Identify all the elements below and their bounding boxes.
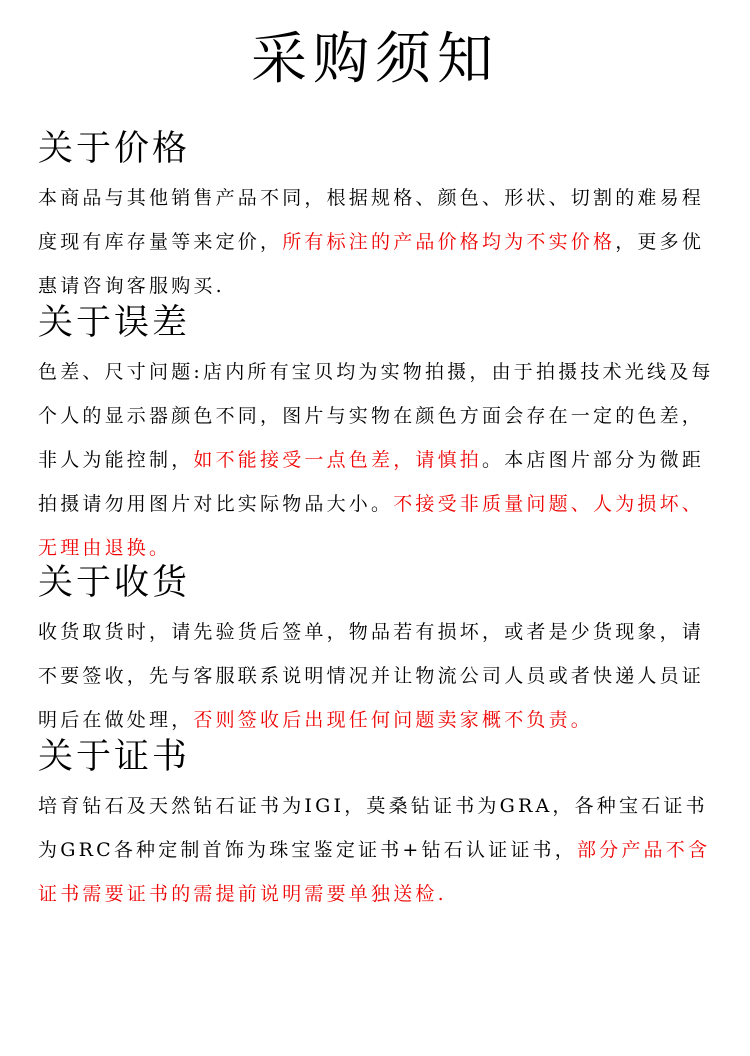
section-heading: 关于证书: [38, 737, 191, 777]
section-certificate: [38, 736, 718, 916]
body-text: 培育钻石及天然钻石证书为IGI，莫桑钻证书为GRA，各种宝石证书为GRC各种定制首饰为珠宝鉴定证书+钻石认证证书，: [38, 795, 708, 861]
highlight-text: 如不能接受一点色差，请慎拍: [193, 449, 483, 471]
body-text: 色差、尺寸问题:店内所有宝贝均为实物拍摄，由于拍摄技术光线及每个人的显示器颜色不同，图片与实物在颜色方面会存在一定的色差，非人为能控制，: [38, 361, 714, 471]
section-receipt: [38, 562, 718, 742]
section-body: [38, 176, 718, 308]
section-heading: 关于误差: [38, 303, 191, 343]
body-text: 。本店图片部分为微距拍摄请勿用图片对比实际物品大小。: [38, 449, 705, 515]
body-text: 收货取货时，请先验货后签单，物品若有损坏，或者是少货现象，请不要签收，先与客服联系说明情况并让物流公司人员或者快递人员证明后在做处理，: [38, 621, 705, 731]
highlight-text: 所有标注的产品价格均为不实价格: [282, 231, 616, 253]
section-heading: 关于价格: [38, 129, 191, 169]
section-error: [38, 302, 718, 570]
page-title: 采购须知: [251, 27, 499, 92]
section-heading: 关于收货: [38, 563, 191, 603]
highlight-text: 否则签收后出现任何问题卖家概不负责。: [193, 709, 594, 731]
highlight-text: 不接受非质量问题、人为损坏、无理由退换。: [38, 493, 705, 559]
body-text: ，更多优惠请咨询客服购买.: [38, 231, 705, 297]
highlight-text: 部分产品不含证书需要证书的需提前说明需要单独送检.: [38, 839, 711, 905]
body-text: 本商品与其他销售产品不同，根据规格、颜色、形状、切割的难易程度现有库存量等来定价，: [38, 187, 705, 253]
section-body: [38, 610, 718, 742]
section-body: [38, 784, 718, 916]
section-body: [38, 350, 718, 570]
section-price: [38, 128, 718, 308]
